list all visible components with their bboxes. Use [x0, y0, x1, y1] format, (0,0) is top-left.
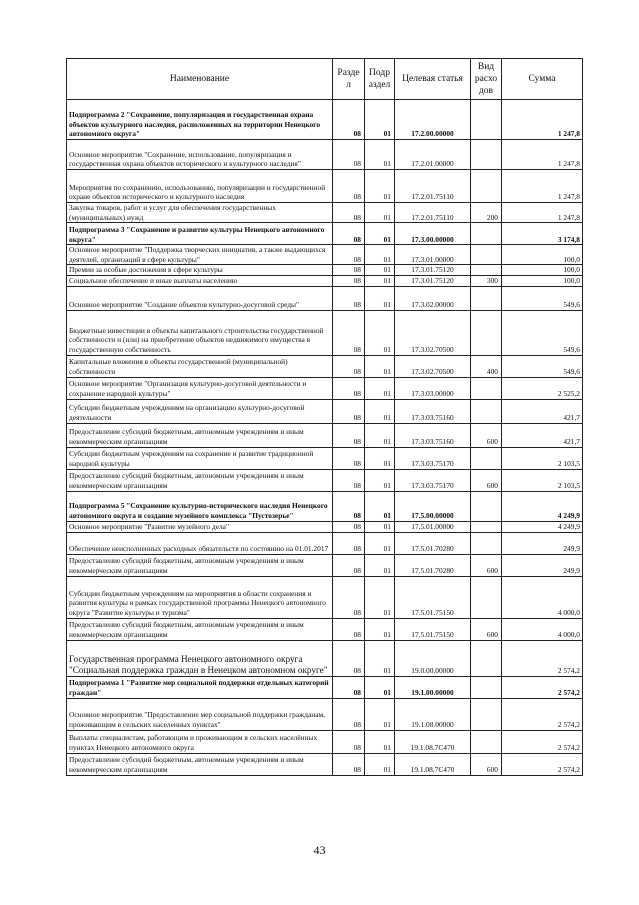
row-sum: 4 249,9	[502, 521, 583, 532]
header-subsection: Подр аздел	[365, 59, 395, 100]
row-name: Обеспечение неисполненных расходных обязательств по состоянию на 01.01.2017	[67, 532, 333, 554]
row-target: 19.1.00.00000	[395, 676, 471, 698]
row-name: Основное мероприятие "Предоставление мер социальной поддержки гражданам, проживающим в сельских населенных пунктах"	[67, 698, 333, 730]
table-row	[67, 265, 583, 276]
row-subsection: 01	[365, 203, 395, 223]
table-row	[67, 554, 583, 576]
row-sum: 2 574,2	[502, 698, 583, 730]
row-expense-type: 600	[471, 618, 502, 640]
table-body	[67, 100, 583, 776]
table-row	[67, 640, 583, 676]
row-sum: 549,6	[502, 286, 583, 310]
header-section: Разде л	[333, 59, 365, 100]
row-subsection: 01	[365, 618, 395, 640]
table-row	[67, 140, 583, 170]
row-target: 17.3.03.00000	[395, 377, 471, 399]
row-name: Основное мероприятие "Сохранение, использование, популяризация и государственная охрана объектов исторического и культурного наследия"	[67, 140, 333, 170]
table-row	[67, 223, 583, 245]
row-expense-type	[471, 377, 502, 399]
row-subsection: 01	[365, 310, 395, 355]
row-expense-type: 600	[471, 753, 502, 775]
row-sum: 4 000,0	[502, 618, 583, 640]
row-expense-type	[471, 310, 502, 355]
budget-table	[66, 58, 583, 776]
row-name: Субсидии бюджетным учреждениям на сохранение и развитие традиционной народной культуры	[67, 447, 333, 469]
table-row	[67, 377, 583, 399]
row-expense-type	[471, 698, 502, 730]
table-row	[67, 521, 583, 532]
table-row	[67, 275, 583, 286]
table-row	[67, 491, 583, 521]
row-name: Предоставление субсидий бюджетным, автономным учреждениям и иным некоммерческим организациям	[67, 618, 333, 640]
row-name: Предоставление субсидий бюджетным, автономным учреждениям и иным некоммерческим организациям	[67, 554, 333, 576]
row-subsection: 01	[365, 265, 395, 276]
row-target: 17.5.01.70280	[395, 532, 471, 554]
table-header-row	[67, 59, 583, 100]
row-target: 17.2.01.00000	[395, 140, 471, 170]
row-name: Капитальные вложения в объекты государственной (муниципальной) собственности	[67, 355, 333, 377]
row-expense-type	[471, 532, 502, 554]
row-section: 08	[333, 447, 365, 469]
row-section: 08	[333, 399, 365, 423]
row-section: 08	[333, 423, 365, 447]
row-name: Подпрограмма 3 "Сохранение и развитие культуры Ненецкого автономного округа"	[67, 223, 333, 245]
row-subsection: 01	[365, 100, 395, 140]
row-section: 08	[333, 640, 365, 676]
row-subsection: 01	[365, 170, 395, 203]
budget-table-sheet	[66, 58, 582, 776]
row-target: 17.3.00.00000	[395, 223, 471, 245]
table-row	[67, 576, 583, 618]
row-subsection: 01	[365, 223, 395, 245]
row-target: 17.5.01.00000	[395, 521, 471, 532]
row-expense-type: 400	[471, 355, 502, 377]
row-name: Подпрограмма 5 "Сохранение культурно-исторического наследия Ненецкого автономного округа и создание музейного комплекса "Пустозерье"	[67, 491, 333, 521]
row-name: Подпрограмма 1 "Развитие мер социальной поддержки отдельных категорий граждан"	[67, 676, 333, 698]
row-expense-type	[471, 491, 502, 521]
row-sum: 2 103,5	[502, 447, 583, 469]
row-target: 17.5.01.75150	[395, 576, 471, 618]
row-target: 17.2.00.00000	[395, 100, 471, 140]
row-subsection: 01	[365, 469, 395, 491]
row-name: Субсидии бюджетным учреждениям на мероприятия в области сохранения и развития культуры в рамках государственной программы Ненецкого автономного округа "Развитие культуры и туризма"	[67, 576, 333, 618]
row-subsection: 01	[365, 355, 395, 377]
row-name: Основное мероприятие "Организация культурно-досуговой деятельности и сохранение народной культуры"	[67, 377, 333, 399]
row-section: 08	[333, 223, 365, 245]
row-expense-type: 200	[471, 203, 502, 223]
header-sum: Сумма	[502, 59, 583, 100]
row-expense-type	[471, 245, 502, 265]
row-name: Предоставление субсидий бюджетным, автономным учреждениям и иным некоммерческим организациям	[67, 423, 333, 447]
row-subsection: 01	[365, 140, 395, 170]
row-sum: 4 000,0	[502, 576, 583, 618]
table-row	[67, 730, 583, 753]
row-expense-type	[471, 286, 502, 310]
row-name: Субсидии бюджетным учреждениям на организацию культурно-досуговой деятельности	[67, 399, 333, 423]
row-section: 08	[333, 140, 365, 170]
row-expense-type	[471, 140, 502, 170]
row-target: 17.5.01.75150	[395, 618, 471, 640]
row-subsection: 01	[365, 447, 395, 469]
row-target: 17.5.01.70280	[395, 554, 471, 576]
row-name: Премии за особые достижения в сфере культуры	[67, 265, 333, 276]
row-expense-type	[471, 170, 502, 203]
row-target: 17.3.01.75120	[395, 275, 471, 286]
row-section: 08	[333, 554, 365, 576]
table-row	[67, 676, 583, 698]
row-subsection: 01	[365, 275, 395, 286]
row-sum: 421,7	[502, 423, 583, 447]
row-section: 08	[333, 170, 365, 203]
row-expense-type	[471, 730, 502, 753]
row-target: 19.1.08.00000	[395, 698, 471, 730]
row-section: 08	[333, 753, 365, 775]
row-expense-type	[471, 521, 502, 532]
row-sum: 100,0	[502, 245, 583, 265]
header-target: Целевая статья	[395, 59, 471, 100]
row-sum: 1 247,8	[502, 140, 583, 170]
table-row	[67, 698, 583, 730]
row-target: 17.3.02.00000	[395, 286, 471, 310]
row-expense-type	[471, 223, 502, 245]
row-subsection: 01	[365, 676, 395, 698]
row-section: 08	[333, 275, 365, 286]
header-name: Наименование	[67, 59, 333, 100]
row-name: Социальное обеспечение и иные выплаты населению	[67, 275, 333, 286]
row-section: 08	[333, 618, 365, 640]
row-name: Выплаты специалистам, работающим и проживающим в сельских населённых пунктах Ненецкого автономного округа	[67, 730, 333, 753]
row-target: 17.5.00.00000	[395, 491, 471, 521]
row-subsection: 01	[365, 521, 395, 532]
table-row	[67, 618, 583, 640]
row-name: Основное мероприятие "Поддержка творческих инициатив, а также выдающихся деятелей, организаций в сфере культуры"	[67, 245, 333, 265]
row-subsection: 01	[365, 245, 395, 265]
row-expense-type	[471, 676, 502, 698]
row-sum: 2 574,2	[502, 730, 583, 753]
row-expense-type: 600	[471, 554, 502, 576]
row-section: 08	[333, 469, 365, 491]
table-row	[67, 310, 583, 355]
row-name: Государственная программа Ненецкого автономного округа "Социальная поддержка граждан в Ненецком автономном округе"	[67, 640, 333, 676]
table-row	[67, 170, 583, 203]
row-sum: 2 525,2	[502, 377, 583, 399]
row-subsection: 01	[365, 491, 395, 521]
row-name: Предоставление субсидий бюджетным, автономным учреждениям и иным некоммерческим организациям	[67, 469, 333, 491]
row-sum: 100,0	[502, 275, 583, 286]
row-section: 08	[333, 310, 365, 355]
table-row	[67, 245, 583, 265]
row-sum: 1 247,8	[502, 100, 583, 140]
row-section: 08	[333, 491, 365, 521]
table-row	[67, 469, 583, 491]
table-row	[67, 100, 583, 140]
row-sum: 2 574,2	[502, 640, 583, 676]
row-section: 08	[333, 676, 365, 698]
page-number: 43	[313, 843, 326, 857]
row-section: 08	[333, 355, 365, 377]
row-sum: 249,9	[502, 554, 583, 576]
row-target: 17.3.01.75120	[395, 265, 471, 276]
row-target: 19.0.00.00000	[395, 640, 471, 676]
row-name: Мероприятия по сохранению, использованию, популяризации и государственной охране объектов исторического и культурного наследия	[67, 170, 333, 203]
row-sum: 4 249,9	[502, 491, 583, 521]
row-subsection: 01	[365, 554, 395, 576]
table-row	[67, 286, 583, 310]
row-section: 08	[333, 377, 365, 399]
row-expense-type	[471, 640, 502, 676]
row-section: 08	[333, 245, 365, 265]
row-subsection: 01	[365, 640, 395, 676]
row-target: 17.3.03.75170	[395, 469, 471, 491]
row-name: Предоставление субсидий бюджетным, автономным учреждениям и иным некоммерческим организациям	[67, 753, 333, 775]
row-expense-type: 600	[471, 423, 502, 447]
row-name: Основное мероприятие "Создание объектов культурно-досуговой среды"	[67, 286, 333, 310]
row-sum: 421,7	[502, 399, 583, 423]
row-sum: 2 103,5	[502, 469, 583, 491]
table-row	[67, 423, 583, 447]
row-subsection: 01	[365, 377, 395, 399]
row-target: 17.3.03.75170	[395, 447, 471, 469]
row-target: 19.1.08.7С470	[395, 730, 471, 753]
table-row	[67, 355, 583, 377]
row-target: 17.3.03.75160	[395, 423, 471, 447]
row-subsection: 01	[365, 532, 395, 554]
row-sum: 549,6	[502, 310, 583, 355]
row-section: 08	[333, 532, 365, 554]
table-row	[67, 753, 583, 775]
table-row	[67, 532, 583, 554]
row-expense-type	[471, 447, 502, 469]
row-subsection: 01	[365, 423, 395, 447]
row-sum: 1 247,8	[502, 203, 583, 223]
table-row	[67, 203, 583, 223]
row-section: 08	[333, 521, 365, 532]
row-section: 08	[333, 286, 365, 310]
row-target: 17.3.02.70500	[395, 355, 471, 377]
row-expense-type	[471, 399, 502, 423]
row-name: Подпрограмма 2 "Сохранение, популяризация и государственная охрана объектов культурного наследия, расположенных на территории Ненецкого автономного округа"	[67, 100, 333, 140]
row-target: 17.3.02.70500	[395, 310, 471, 355]
row-section: 08	[333, 730, 365, 753]
row-target: 17.2.01.75110	[395, 203, 471, 223]
table-row	[67, 399, 583, 423]
row-sum: 2 574,2	[502, 676, 583, 698]
row-target: 19.1.08.7С470	[395, 753, 471, 775]
row-subsection: 01	[365, 753, 395, 775]
row-section: 08	[333, 576, 365, 618]
row-name: Бюджетные инвестиции в объекты капитального строительства государственной собственности и (или) на приобретение объектов недвижимого имущества в государственную собственность	[67, 310, 333, 355]
row-subsection: 01	[365, 730, 395, 753]
row-section: 08	[333, 203, 365, 223]
row-target: 17.3.03.75160	[395, 399, 471, 423]
row-section: 08	[333, 100, 365, 140]
row-subsection: 01	[365, 576, 395, 618]
row-name: Закупка товаров, работ и услуг для обеспечения государственных (муниципальных) нужд	[67, 203, 333, 223]
row-expense-type	[471, 265, 502, 276]
row-expense-type: 300	[471, 275, 502, 286]
header-expense-type: Вид расхо дов	[471, 59, 502, 100]
row-subsection: 01	[365, 399, 395, 423]
row-section: 08	[333, 698, 365, 730]
row-sum: 549,6	[502, 355, 583, 377]
row-sum: 3 174,8	[502, 223, 583, 245]
row-expense-type: 600	[471, 469, 502, 491]
row-expense-type	[471, 100, 502, 140]
row-expense-type	[471, 576, 502, 618]
row-sum: 100,0	[502, 265, 583, 276]
row-target: 17.3.01.00000	[395, 245, 471, 265]
table-row	[67, 447, 583, 469]
row-subsection: 01	[365, 286, 395, 310]
row-name: Основное мероприятие "Развитие музейного дела"	[67, 521, 333, 532]
row-sum: 249,9	[502, 532, 583, 554]
row-sum: 2 574,2	[502, 753, 583, 775]
row-section: 08	[333, 265, 365, 276]
row-sum: 1 247,8	[502, 170, 583, 203]
row-subsection: 01	[365, 698, 395, 730]
row-target: 17.2.01.75110	[395, 170, 471, 203]
